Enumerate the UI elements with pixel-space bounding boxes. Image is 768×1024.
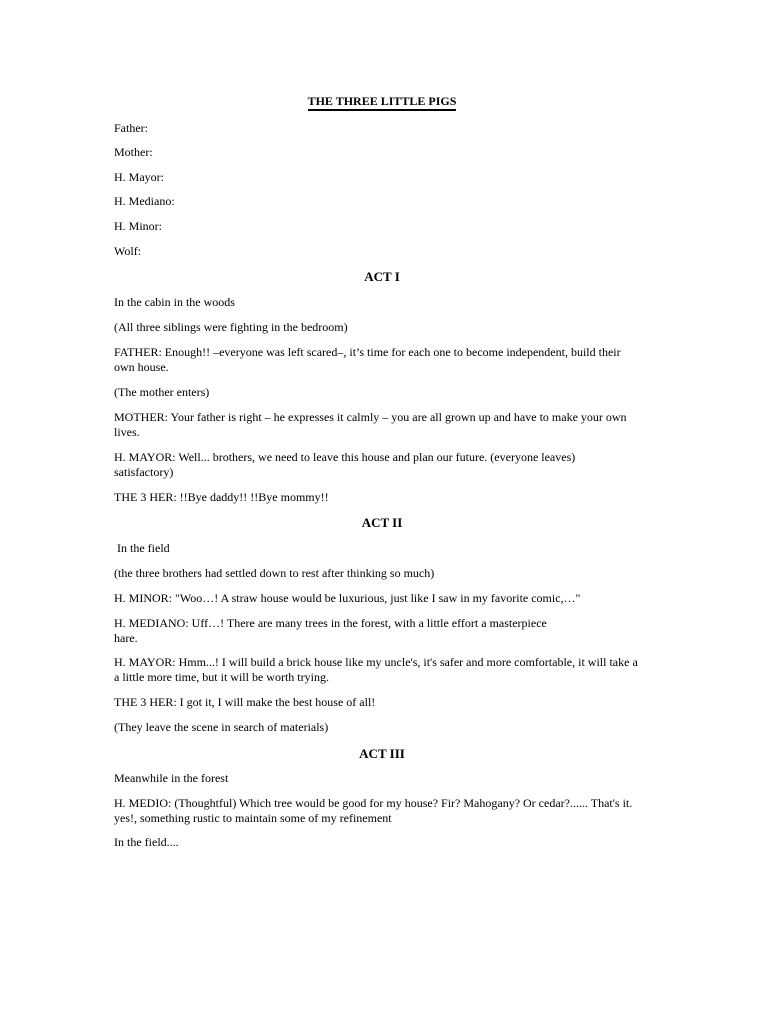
cast-father: Father: (114, 121, 148, 135)
act-2-line: a little more time, but it will be worth trying. (114, 670, 329, 684)
cast-mayor: H. Mayor: (114, 170, 164, 184)
act-2-line: hare. (114, 631, 138, 645)
cast-wolf: Wolf: (114, 244, 142, 258)
cast-mediano: H. Mediano: (114, 194, 175, 208)
act-2-line: (They leave the scene in search of materials) (114, 720, 329, 734)
act-2-line: H. MAYOR: Hmm...! I will build a brick house like my uncle's, it's safer and more comfortable, it will take a (114, 655, 638, 669)
act-1-line: THE 3 HER: !!Bye daddy!! !!Bye mommy!! (114, 490, 329, 504)
act-3-line: yes!, something rustic to maintain some of my refinement (114, 811, 392, 825)
act-2-line: (the three brothers had settled down to rest after thinking so much) (114, 566, 435, 580)
act-1-line: FATHER: Enough!! –everyone was left scared–, it’s time for each one to become independent, build their (114, 345, 621, 359)
act-2-heading: ACT II (361, 515, 403, 530)
act-3-line: In the field.... (114, 835, 179, 849)
act-1-line: lives. (114, 425, 140, 439)
act-3-line: Meanwhile in the forest (114, 771, 229, 785)
act-1-line: own house. (114, 360, 169, 374)
act-2-line: H. MINOR: "Woo…! A straw house would be luxurious, just like I saw in my favorite comic,…" (114, 591, 581, 605)
act-1-line: H. MAYOR: Well... brothers, we need to leave this house and plan our future. (everyone leaves) (114, 450, 576, 464)
cast-minor: H. Minor: (114, 219, 162, 233)
act-1-line: (The mother enters) (114, 385, 210, 399)
act-1-line: In the cabin in the woods (114, 295, 235, 309)
document-title (0, 94, 764, 109)
act-3-heading: ACT III (359, 746, 405, 761)
act-2-line: In the field (114, 541, 170, 555)
act-1-line: MOTHER: Your father is right – he expresses it calmly – you are all grown up and have to make your own (114, 410, 627, 424)
act-1-line: (All three siblings were fighting in the bedroom) (114, 320, 348, 334)
act-3-line: H. MEDIO: (Thoughtful) Which tree would be good for my house? Fir? Mahogany? Or cedar?...... That's it. (114, 796, 633, 810)
title-text: THE THREE LITTLE PIGS (308, 94, 457, 111)
act-2-line: THE 3 HER: I got it, I will make the best house of all! (114, 695, 376, 709)
act-1-heading: ACT I (364, 269, 400, 284)
act-1-line: satisfactory) (114, 465, 174, 479)
act-2-line: H. MEDIANO: Uff…! There are many trees in the forest, with a little effort a masterpiece (114, 616, 547, 630)
cast-mother: Mother: (114, 145, 153, 159)
